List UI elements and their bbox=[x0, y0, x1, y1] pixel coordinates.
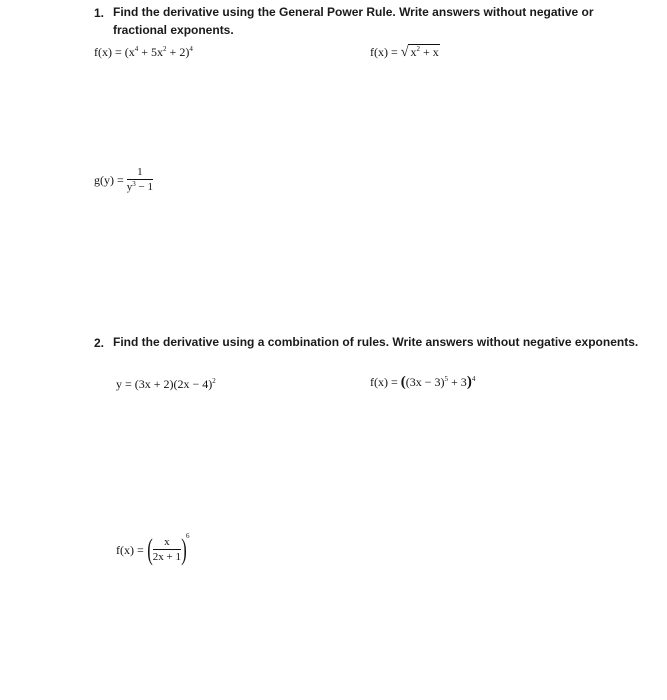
problem-1c-den-tail: − 1 bbox=[135, 181, 153, 193]
question-1-instructions-line2: fractional exponents. bbox=[113, 23, 234, 37]
question-1-number: 1. bbox=[94, 6, 105, 20]
problem-2c-close-paren: ) bbox=[181, 533, 187, 566]
problem-1a-exp-outer: 4 bbox=[189, 45, 193, 53]
question-2-instructions: Find the derivative using a combination of rules. Write answers without negative exponents. bbox=[113, 335, 639, 349]
question-1-instructions-line1: Find the derivative using the General Power Rule. Write answers without negative or bbox=[113, 5, 594, 19]
problem-1c-den-base: y bbox=[126, 181, 133, 193]
problem-1a-exp-x: 4 bbox=[134, 45, 139, 53]
problem-2b-inner-exp: 5 bbox=[444, 375, 449, 383]
problem-2b-close-paren: ) bbox=[466, 374, 472, 390]
problem-1c-den-exp: 3 bbox=[132, 180, 136, 188]
problem-2b-lhs: f(x) = bbox=[370, 375, 401, 389]
problem-2c-outer-exp: 6 bbox=[185, 532, 190, 540]
problem-2b-open-paren: ( bbox=[400, 374, 406, 390]
radicand bbox=[408, 44, 439, 58]
problem-2c-lhs: f(x) = bbox=[116, 543, 144, 557]
problem-2c-group bbox=[116, 532, 190, 566]
radicand-tail: + x bbox=[419, 45, 439, 59]
problem-2a-lhs: y = (3x + 2)(2x − 4) bbox=[116, 377, 213, 391]
problem-2a-equation bbox=[116, 378, 216, 390]
problem-1c-denominator bbox=[127, 180, 153, 193]
problem-1b-lhs: f(x) = bbox=[370, 45, 401, 59]
problem-1c-fraction bbox=[127, 167, 153, 193]
problem-2c-numerator: x bbox=[153, 537, 181, 550]
problem-1a-mid2: + 2) bbox=[166, 45, 190, 59]
problem-2b-outer-exp: 4 bbox=[471, 375, 476, 383]
problem-1c-numerator: 1 bbox=[127, 167, 153, 180]
square-root-expression bbox=[401, 44, 440, 60]
problem-2b-tail: + 3 bbox=[448, 375, 467, 389]
problem-2c-fraction bbox=[153, 537, 181, 563]
radicand-exp: 2 bbox=[416, 45, 420, 53]
problem-2c-equation bbox=[116, 532, 190, 566]
problem-1a-lhs: f(x) = (x bbox=[94, 45, 135, 59]
problem-1a-mid1: + 5x bbox=[138, 45, 164, 59]
radical-sign-icon: √ bbox=[400, 45, 409, 60]
problem-2b-equation bbox=[370, 375, 475, 390]
problem-2a-exp-outer: 2 bbox=[212, 377, 216, 385]
problem-2b-inner: (3x − 3) bbox=[405, 375, 445, 389]
problem-2c-open-paren: ( bbox=[147, 533, 153, 566]
problem-1a-equation bbox=[94, 46, 193, 58]
problem-2c-denominator: 2x + 1 bbox=[152, 551, 181, 563]
problem-1b-equation bbox=[370, 44, 440, 60]
problem-1c-lhs: g(y) = bbox=[94, 173, 127, 187]
problem-1a-exp-x2: 2 bbox=[163, 45, 167, 53]
problem-1c-equation bbox=[94, 167, 153, 193]
question-2-number: 2. bbox=[94, 336, 105, 350]
radicand-x: x bbox=[410, 45, 417, 59]
